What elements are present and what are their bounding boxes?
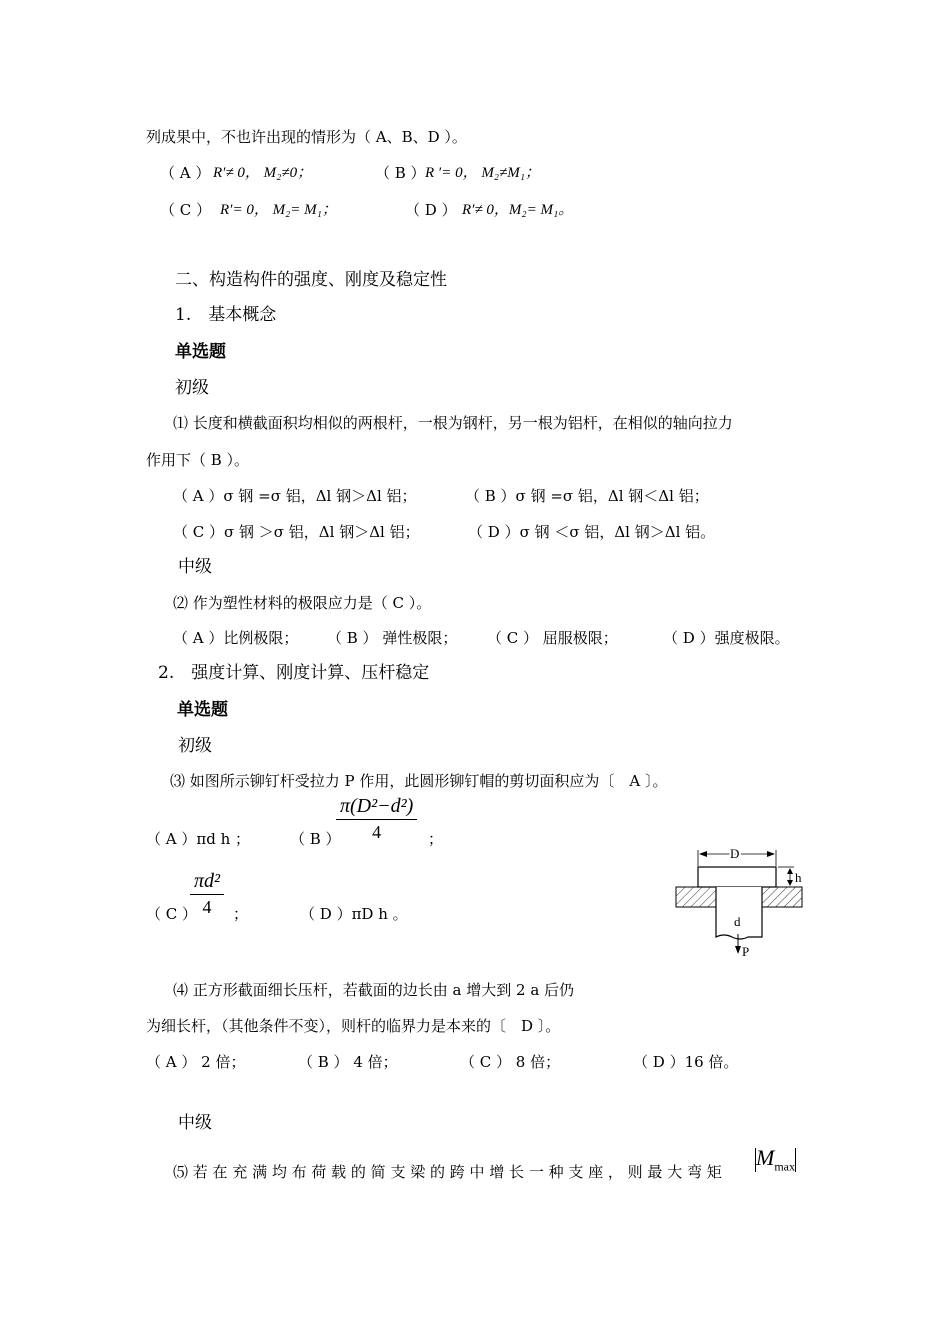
- question-3-option-a: （ A ）πd h ；: [146, 830, 251, 848]
- question-1-option-c: （ C ）σ 钢 ＞σ 铝，Δl 钢＞Δl 铝；: [173, 523, 420, 541]
- heading-level-basic-2: 初级: [178, 736, 212, 756]
- fraction-denominator: 4: [372, 822, 382, 842]
- intro-line: 列成果中，不也许出现的情形为（ A、B、D ）。: [146, 128, 467, 146]
- label-P: P: [742, 944, 750, 959]
- question-1-line-2: 作用下（ B ）。: [146, 451, 250, 469]
- section-title: 二、构造构件的强度、刚度及稳定性: [175, 270, 447, 290]
- option-c-expression: R′= 0， M₂= M₁；: [220, 202, 337, 218]
- question-3-option-b-label: （ B ）: [290, 830, 341, 848]
- question-3-option-b-end: ；: [428, 830, 444, 848]
- question-3-option-b-fraction: [336, 793, 417, 844]
- question-3-option-c-end: ；: [233, 905, 249, 923]
- question-4-line-1: ⑷ 正方形截面细长压杆，若截面的边长由 a 增大到 2 a 后仍: [173, 981, 575, 999]
- question-4-option-d: （ D ）16 倍。: [633, 1053, 739, 1071]
- option-c-label: （ C ）: [160, 201, 212, 219]
- max-moment-symbol: [755, 1145, 796, 1174]
- fraction-numerator: π(D²−d²): [336, 793, 417, 820]
- question-3-option-d: （ D ）πD h 。: [300, 905, 408, 923]
- option-b-label: （ B ）: [375, 164, 426, 182]
- option-a-label: （ A ）: [160, 164, 211, 182]
- moment-subscript: max: [774, 1159, 795, 1174]
- label-d: d: [734, 914, 741, 929]
- question-4-line-2: 为细长杆，（其他条件不变），则杆的临界力是本来的〔 D 〕。: [146, 1017, 561, 1035]
- question-4-option-b: （ B ） 4 倍；: [298, 1053, 398, 1071]
- option-d-label: （ D ）: [405, 201, 457, 219]
- fraction-numerator: πd²: [190, 868, 224, 895]
- abs-bar-right: [795, 1148, 796, 1172]
- moment-M: M: [756, 1145, 775, 1170]
- rivet-shank: [716, 887, 762, 939]
- question-1-option-a: （ A ）σ 钢 =σ 铝，Δl 钢＞Δl 铝；: [173, 487, 417, 505]
- plate-left: [676, 887, 716, 907]
- plate-right: [762, 887, 802, 907]
- subsection-basic-concepts: 1. 基本概念: [175, 305, 277, 325]
- question-1-option-b: （ B ）σ 钢 =σ 铝，Δl 钢＜Δl 铝；: [465, 487, 709, 505]
- question-5: ⑸ 若 在 充 满 均 布 荷 载 的 简 支 梁 的 跨 中 增 长 一 种 支 座 ， 则 最 大 弯 矩: [173, 1163, 722, 1181]
- rivet-diagram: [662, 842, 812, 962]
- option-d-expression: R′≠ 0，M₂= M₁。: [462, 202, 574, 218]
- question-2-option-d: （ D ）强度极限。: [663, 629, 790, 647]
- rivet-head: [698, 867, 776, 887]
- heading-level-basic: 初级: [175, 378, 209, 398]
- subsection-strength-calculation: 2. 强度计算、刚度计算、压杆稳定: [158, 663, 430, 683]
- heading-level-mid: 中级: [178, 557, 212, 577]
- question-2-option-c: （ C ） 屈服极限；: [487, 629, 618, 647]
- question-2: ⑵ 作为塑性材料的极限应力是（ C ）。: [173, 594, 432, 612]
- question-4-option-a: （ A ） 2 倍；: [146, 1053, 246, 1071]
- heading-single-choice-2: 单选题: [177, 700, 228, 720]
- fraction-denominator: 4: [202, 897, 212, 917]
- question-3-option-c-fraction: [190, 868, 224, 919]
- question-3-option-c-label: （ C ）: [146, 905, 198, 923]
- question-1-line-1: ⑴ 长度和横截面积均相似的两根杆，一根为钢杆，另一根为铝杆，在相似的轴向拉力: [173, 414, 733, 432]
- question-3: ⑶ 如图所示铆钉杆受拉力 P 作用，此圆形铆钉帽的剪切面积应为〔 A 〕。: [170, 772, 668, 790]
- option-b-expression: R ′= 0， M₂≠M₁；: [425, 165, 540, 181]
- question-1-option-d: （ D ）σ 钢 ＜σ 铝，Δl 钢＞Δl 铝。: [468, 523, 716, 541]
- option-a-expression: R′≠ 0， M₂≠0；: [213, 165, 313, 181]
- question-4-option-c: （ C ） 8 倍；: [460, 1053, 561, 1071]
- label-h: h: [795, 870, 802, 885]
- heading-single-choice: 单选题: [175, 342, 226, 362]
- question-2-option-a: （ A ）比例极限；: [173, 629, 299, 647]
- heading-level-mid-2: 中级: [178, 1113, 212, 1133]
- question-2-option-b: （ B ） 弹性极限；: [327, 629, 458, 647]
- label-D: D: [730, 846, 740, 861]
